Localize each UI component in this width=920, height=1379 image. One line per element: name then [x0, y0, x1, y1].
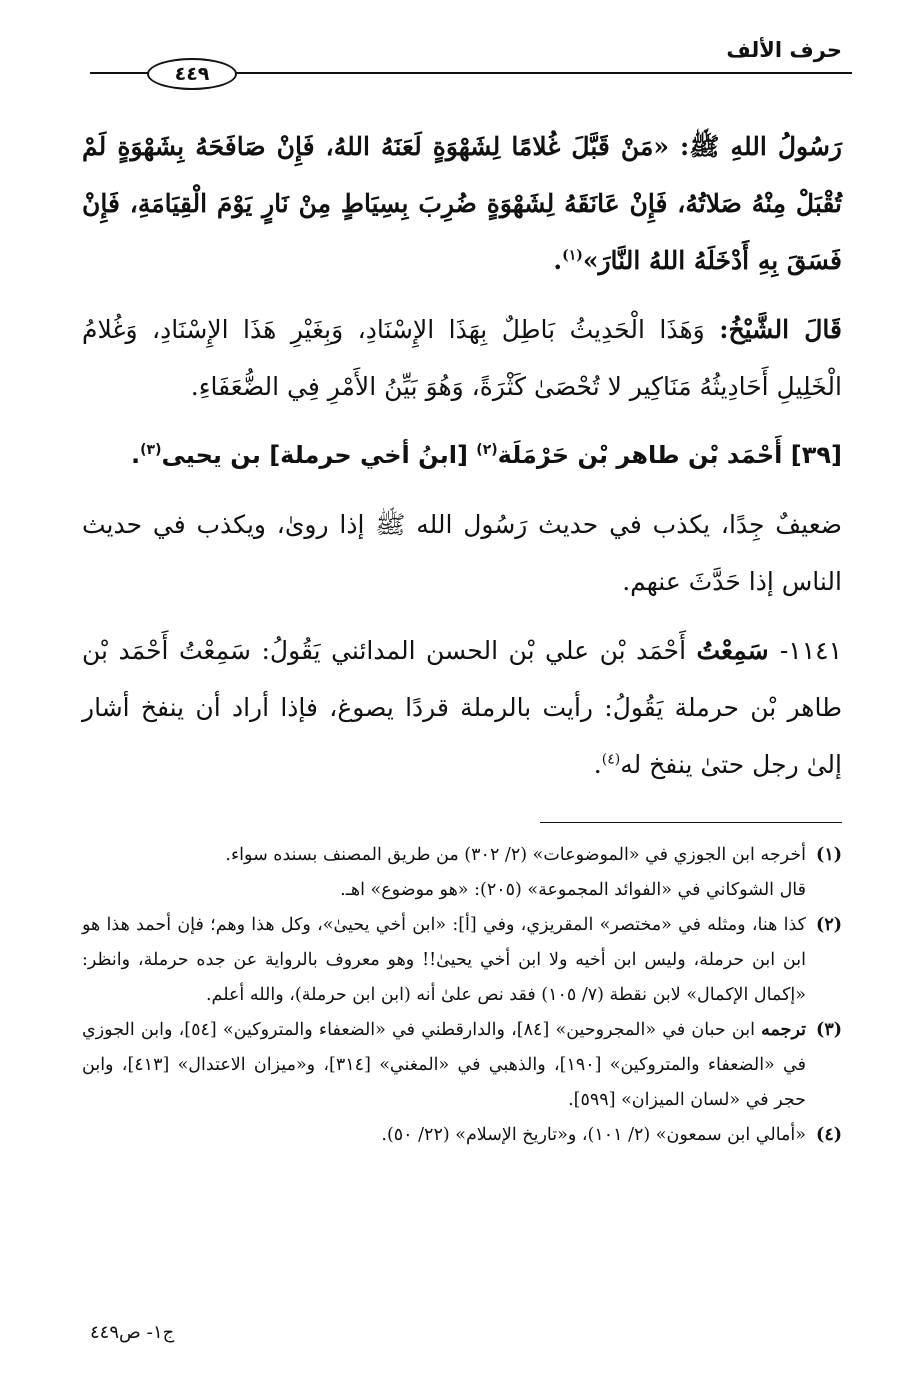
footnote-ref-3: (٣): [140, 442, 162, 458]
footnote-ref-4: (٤): [601, 751, 621, 768]
entry-heading: [82, 427, 842, 484]
entry-description: ضعيفٌ جِدًا، يكذب في حديث رَسُول الله ﷺ إذا روىٰ، ويكذب في حديث الناس إذا حَدَّثَ عنهم.: [82, 510, 842, 596]
footnote-ref-2: (٢): [476, 442, 498, 458]
narration-text: أَحْمَد بْن علي بْن الحسن المدائني يَقُولُ: سَمِعْتُ أَحْمَد بْن طاهر بْن حرملة يَقُولُ: رأيت بالرملة قردًا يصوغ، فإذا أراد أن ينفخ أشار إلىٰ رجل حتىٰ ينفخ له: [82, 636, 842, 779]
hadith-text: رَسُولُ اللهِ ﷺ: «مَنْ قَبَّلَ غُلامًا لِشَهْوَةٍ لَعَنَهُ اللهُ، فَإِنْ صَافَحَهُ بِشَهْوَةٍ لَمْ تُقْبَلْ مِنْهُ صَلاتُهُ، فَإِنْ عَانَقَهُ لِشَهْوَةٍ ضُرِبَ بِسِيَاطٍ مِنْ نَارٍ يَوْمَ الْقِيَامَةِ، فَإِنْ فَسَقَ بِهِ أَدْخَلَهُ اللهُ النَّارَ»: [82, 132, 842, 275]
shaykh-lead: قَالَ الشَّيْخُ:: [719, 315, 842, 344]
footnote-line: كذا هنا، ومثله في «مختصر» المقريزي، وفي [أ]: «ابن أخي يحيىٰ»، وكل هذا وهم؛ فإن أحمد هذا هو ابن ابن حرملة، وليس ابن أخيه ولا ابن أخي يحيىٰ!! وهو معروف بالرواية عن جده حرملة، وانظر: «إكمال الإكمال» لابن نقطة (٧/ ١٠٥) فقد نص علىٰ أنه (ابن ابن حرملة)، والله أعلم.: [82, 915, 806, 1005]
narration-paragraph: [82, 622, 842, 793]
footnote-line: قال الشوكاني في «الفوائد المجموعة» (٢٠٥): «هو موضوع» اهـ.: [340, 880, 806, 900]
narration-number: ١١٤١-: [779, 636, 842, 665]
narration-lead: سَمِعْتُ: [696, 636, 780, 665]
shaykh-comment-paragraph: [82, 301, 842, 415]
page-number-badge: ٤٤٩: [147, 58, 237, 90]
volume-page-mark: ج١- ص٤٤٩: [90, 1322, 175, 1343]
footnote-1: [82, 838, 842, 908]
footnote-number: (٤): [816, 1125, 842, 1145]
footnote-number: (١): [816, 845, 842, 865]
footnote-2: [82, 908, 842, 1013]
footnote-lead: ترجمه: [761, 1020, 806, 1040]
hadith-paragraph: [82, 118, 842, 289]
entry-name: [٣٩] أَحْمَد بْن طاهر بْن حَرْمَلَة: [497, 441, 842, 469]
main-text: [82, 118, 842, 793]
footnote-number: (٢): [816, 915, 842, 935]
footnote-line: ابن حبان في «المجروحين» [٨٤]، والدارقطني في «الضعفاء والمتروكين» [٥٤]، وابن الجوزي في «الضعفاء والمتروكين» [١٩٠]، والذهبي في «المغني» [٣١٤]، و«ميزان الاعتدال» [٤١٣]، وابن حجر في «لسان الميزان» [٥٩٩].: [82, 1020, 806, 1110]
entry-name-rest: [ابنُ أخي حرملة] بن يحيى: [161, 441, 477, 469]
running-title: حرف الألف: [726, 38, 842, 62]
footnote-3: [82, 1013, 842, 1118]
footnote-number: (٣): [816, 1020, 842, 1040]
footnote-line: أخرجه ابن الجوزي في «الموضوعات» (٢/ ٣٠٢) من طريق المصنف بسنده سواء.: [225, 845, 806, 865]
footnote-ref-1: (١): [562, 247, 583, 264]
footnote-separator: [540, 822, 842, 823]
shaykh-comment: وَهَذَا الْحَدِيثُ بَاطِلٌ بِهَذَا الإِسْنَادِ، وَبِغَيْرِ هَذَا الإِسْنَادِ، وَغُلامُ الْخَلِيلِ أَحَادِيثُهُ مَنَاكِير لا تُحْصَىٰ كَثْرَةً، وَهُوَ بَيِّنُ الأَمْرِ فِي الضُّعَفَاءِ.: [82, 315, 842, 401]
footnote-4: [82, 1118, 842, 1153]
hadith-end: .: [553, 246, 563, 275]
entry-end: .: [131, 441, 141, 469]
footnote-line: «أمالي ابن سمعون» (٢/ ١٠١)، و«تاريخ الإسلام» (٢٢/ ٥٠).: [381, 1125, 806, 1145]
narration-end: .: [593, 750, 602, 779]
footnotes: [82, 838, 842, 1153]
